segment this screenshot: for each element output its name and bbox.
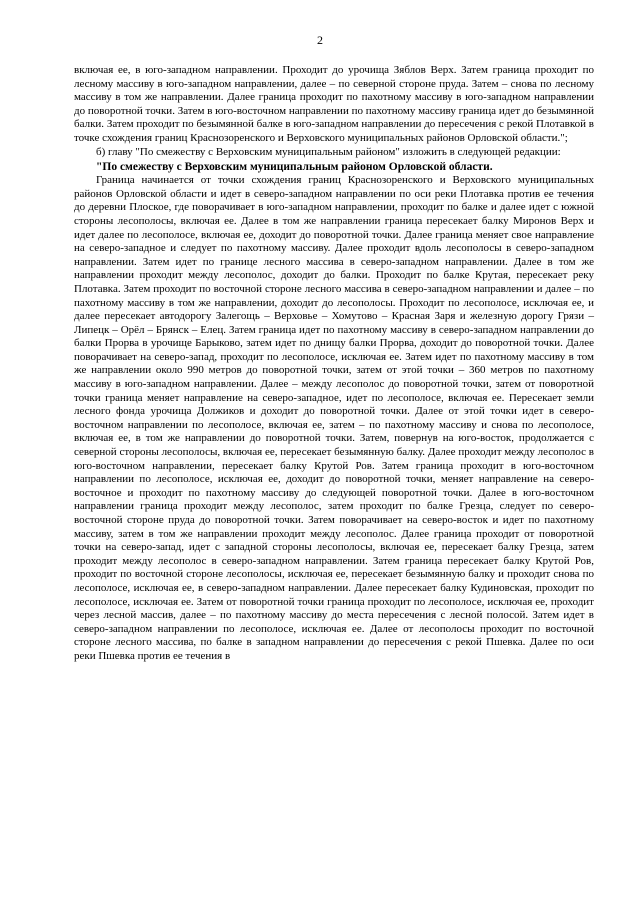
paragraph-amendment-b: б) главу "По смежеству с Верховским муниципальным районом" изложить в следующей редакции: bbox=[96, 145, 561, 158]
paragraph-boundary-description: Граница начинается от точки схождения границ Краснозоренского и Верховского муниципальных районов Орловской области и идет в северо-западном направлении по оси реки Плотавка против ее течения до деревни Плоское, где поворачивает в юго-западном направлении, проходит по балке и далее идет с южной стороны лесополосы, включая ее. Далее в том же направлении граница пересекает балку Миронов Верх и идет далее по лесополосе, включая ее, доходит до поворотной точки. Далее граница меняет свое направление на северо-западное и следует по пахотному массиву. Далее проходит вдоль лесополосы в северо-западном направлении. Затем идет по границе лесного массива в северо-западном направлении. Далее в том же направлении проходит между лесополос, доходит до балки. Проходит по балке Крутая, пересекает реку Плотавка. Затем проходит по восточной стороне лесного массива в северо-западном направлении и далее – по пахотному массиву в том же направлении, доходит до лесополосы. Проходит по лесополосе, исключая ее, и далее пересекает автодорогу Залегощь – Верховье – Хомутово – Красная Заря и железную дорогу Грязи – Липецк – Орёл – Брянск – Елец. Затем граница идет по пахотному массиву в северо-западном направлении до балки Прорва в урочище Барыково, затем идет по днищу балки Прорва, доходит до поворотной точки. Далее поворачивает на северо-запад, проходит по лесополосе, исключая ее. Затем идет по пахотному массиву в том же направлении около 990 метров до поворотной точки, затем от этой точки – 360 метров по пахотному массиву в юго-западном направлении. Далее – между лесополос до поворотной точки, затем от поворотной точки граница меняет направление на северо-западное, идет по лесополосе, включая ее. Пересекает земли лесного фонда урочища Должиков и доходит до поворотной точки. Далее от этой точки идет в северо-восточном направлении по лесополосе, включая ее, затем – по пахотному массиву и снова по лесополосе, включая ее, в том же направлении до поворотной точки. Затем, повернув на юго-восток, продолжается с северной стороны лесополосы, включая ее, пересекает безымянную балку. Далее проходит между лесополос в юго-восточном направлении, пересекает балку Крутой Ров. Затем граница проходит в юго-восточном направлении по лесополосе, исключая ее, доходит до поворотной точки, меняет направление на северо-восточное и проходит по пахотному массиву до следующей поворотной точки. Далее в юго-восточном направлении граница проходит между лесополос, затем проходит по балке Грезца, следует по северо-восточной стороне пруда до поворотной точки. Затем поворачивает на северо-восток и идет по пахотному массиву, затем в том же направлении проходит между лесополос. Далее граница проходит от поворотной точки на северо-запад, идет с западной стороны лесополосы, включая ее, пересекает балку Грезца, затем проходит между лесополос в северо-западном направлении. Затем граница пересекает балку Крутой Ров, проходит по восточной стороне лесополосы, исключая ее, пересекает безымянную балку и проходит снова по лесополосе, исключая ее, в северо-западном направлении. Далее пересекает балку Кудиновская, проходит по лесополосе, исключая ее. Затем от поворотной точки граница проходит по лесополосе, исключая ее, проходит через лесной массив, далее – по пахотному массиву до места пересечения с лесной полосой. Затем идет в северо-западном направлении по лесополосе, исключая ее. Далее от лесополосы проходит по восточной стороне лесного массива, по балке в западном направлении до пересечения с рекой Пшевка. Далее по оси реки Пшевка против ее течения в bbox=[74, 174, 594, 662]
paragraph-continuation: включая ее, в юго-западном направлении. Проходит до урочища Зяблов Верх. Затем граница проходит по лесному массиву в юго-западном направлении, далее – по северной стороне пруда. Затем – снова по лесному массиву в том же направлении. Далее граница проходит по пахотному массиву в юго-западном направлении до поворотной точки. Затем в юго-восточном направлении по пахотному массиву граница идет до безымянной балки. Затем проходит по безымянной балке в юго-западном направлении до пересечения с рекой Плотавкой в точке схождения границ Краснозоренского и Верховского муниципальных районов Орловской области."; bbox=[74, 64, 594, 144]
page-number: 2 bbox=[317, 33, 323, 47]
section-heading: "По смежеству с Верховским муниципальным районом Орловской области. bbox=[96, 161, 493, 174]
document-body bbox=[74, 64, 594, 664]
